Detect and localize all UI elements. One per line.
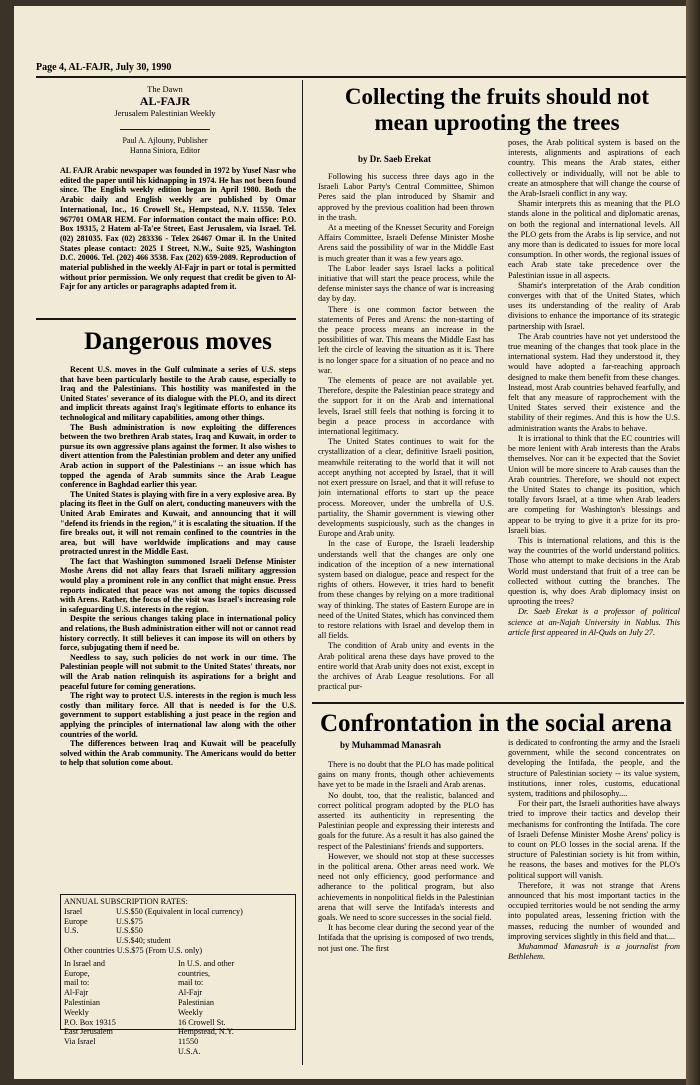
rate-price: U.S.$75 [116,916,143,926]
article1-paragraph: poses, the Arab political system is based on the interests, alignments and aspirations of each country. This means the Arab states, either collectively or individually, will not be able to create an atmosphere that will change the course of the Arab-Israeli conflict in any way. [508,138,680,199]
address-line: mail to: [178,978,204,988]
article1-paragraph: The Arab countries have not yet understood the true meaning of the changes that took place in the international system. Had they understood it, they would have adopted a far-reaching approach designed to make them benefit from these changes. Instead, most Arab countries behaved fearfully, and felt that any measure of rapprochement with the United States served their existence and the stability of their regimes. And this is how the U.S. administration wants the Arabs to behave. [508,331,680,433]
page-folio: Page 4, AL-FAJR, July 30, 1990 [36,62,172,73]
masthead-rule [120,129,210,130]
article2-author-note: Muhammad Manasrah is a journalist from Bethlehem. [508,942,680,962]
publisher-credit: Paul A. Ajlouny, Publisher [122,136,208,145]
article2-paragraph: No doubt, too, that the realistic, balanced and correct political program adopted by the PLO has asserted its authenticity in representing the Palestinian people and expressing their interests and goals for the future. As a result it has also gained the respect of the Palestinians' friends and supporters. [318,790,494,851]
editorial-paragraph: Recent U.S. moves in the Gulf culminate a series of U.S. steps that have been particularly hostile to the Arab cause, especially to Iraq and the Palestinians. This hostility was manifested in the United States' severance of its dialogue with the PLO, and its direct and implicit threats against Iraq's legitimate efforts to enhance its technological and military capabilities, among other things. [60,365,296,422]
article1-paragraph: Shamir interprets this as meaning that the PLO stands alone in the political and diplomatic arenas, on both the regional and international levels. All the PLO gets from the Arabs is lip service, and not any more than is dedicated to issues for more local consumption. In other words, the regional issues of each Arab state take precedence over the Palestinian issue in all aspects. [508,199,680,280]
article1-paragraph: It is irrational to think that the EC countries will be more lenient with Arab interests than the Arabs themselves. Nor can it be expected that the Soviet Union will be more sincere to Arab causes than the Arab countries. Therefore, we should not expect the United States to change its position, which totally favors Israel, at a time when Arab leaders are competing for Washington's blessings and appear to be trying to give it a prize for its pro-Israeli bias. [508,433,680,535]
article1-paragraph: In the case of Europe, the Israeli leadership understands well that the changes are only one indication of the inception of a new international system based on dialogue, peace and respect for the rights of others. However, it tries hard to benefit from these changes by relying on a more traditional way of thinking. The states of Eastern Europe are in need of the United States, which has convinced them to restore relations with Israel and develop them in all fields. [318,539,494,641]
editorial-paragraph: The differences between Iraq and Kuwait will be peacefully solved within the Arab community. The Americans would do better to help that solution come about. [60,739,296,768]
address-line: Al-Fajr Palestinian Weekly [64,988,100,1017]
article2-paragraph: For their part, the Israeli authorities have always tried to improve their tactics and develop their mechanisms for confronting the Intifada. The core of Israeli Defense Minister Moshe Arens' policy is to count on PLO losses in the social arena. If the structure of Palestinian society is hit from within, he reasons, the bases and motives for the PLO's political support will vanish. [508,799,680,880]
rate-region: Israel [64,906,83,916]
rate-region [64,936,116,946]
address-israel-europe [64,959,178,1057]
article1-paragraph: The elements of peace are not available yet. Therefore, despite the Palestinian peace strategy and the support for it on the Arab and international levels, Israel still feels that nothing is forcing it to begin a peace process in accordance with international legitimacy. [318,376,494,437]
article1-paragraph: Shamir's interpretation of the Arab condition converges with that of the United States, which uses its understanding of the reality of Arab divisions to enhance the importance of its strategic partnership with Israel. [508,280,680,331]
article1-byline: by Dr. Saeb Erekat [358,154,432,164]
masthead-line1: The Dawn [147,84,183,94]
article2-byline: by Muhammad Manasrah [340,740,442,750]
staff-credits [36,136,294,156]
article2-headline: Confrontation in the social arena [320,710,672,737]
rate-row [64,926,292,936]
article2-column2 [508,738,680,1065]
article1-column1 [318,172,494,692]
article1-paragraph: The condition of Arab unity and events in the Arab political arena these days have proved to the entire world that Arab unity does not exist, except in the archives of Arab League resolutions. For all practical pur- [318,641,494,692]
editor-credit: Hanna Siniora, Editor [130,146,200,155]
page-edge [686,0,700,1085]
editorial-paragraph: The right way to protect U.S. interests in the region is much less costly than military force. All that is needed is for the U.S. government to support establishing a just peace in the region and applying the principles of international law along with the other countries of the world. [60,691,296,739]
article2-column1 [318,760,494,1065]
address-line: P.O. Box 19315 [64,1017,116,1027]
column-divider [302,80,303,1065]
about-paragraph: AL FAJR Arabic newspaper was founded in 1972 by Yusef Nasr who edited the paper until his kidnapping in 1974. He has not been found since. The English weekly edition began in April 1980. Both the Arabic daily and English weekly are published by Omar International, Inc., 16 Crowell St., Hempstead, N.Y. 11550. Telex 967701 OMAR HEM. For information contact the main office: P.O. Box 19315, 2 Hatem al-Ta'ee Street, East Jerusalem, via Israel. Tel. (02) 281035. Fax (02) 283336 - Telex 26467 Omar il. In the United States please contact: 2025 I Street, N.W., Suite 925, Washington D.C. 20006. Tel. (202) 466 3538. Fax (202) 659-2089. Reproduction of material published in the weekly Al-Fajr in part or total is permitted without prior permission. We only request that credit be given to Al-Fajr for any articles or paragraphs adapted from it. [60,166,296,292]
address-line: Via Israel [64,1037,96,1047]
article1-column2 [508,138,680,698]
rate-price: U.S.$50 [116,926,143,936]
article1-headline: Collecting the fruits should not mean uprooting the trees [344,84,650,135]
rate-region: Europe [64,916,88,926]
rate-row [64,917,292,927]
rate-price: U.S.$40; student [116,936,171,946]
address-line: Hempstead, N.Y. 11550 [178,1027,234,1047]
editorial-paragraph: The Bush administration is now exploiting the differences between the two brethren Arab states, Iraq and Kuwait, in order to pursue its own aggressive plans against the former. It also wishes to divert attention from the Palestinian problem and deter any unified Arab action in support of the Palestinians -- an issue which has topped the agenda of Arab summits since the Arab League conference in Baghdad earlier this year. [60,422,296,490]
editorial-paragraph: The United States is playing with fire in a very explosive area. By placing its fleet in the Gulf on alert, conducting maneuvers with the United Arab Emirates and Kuwait, and announcing that it will "defend its friends in the region," it is escalating the situation. If the fire breaks out, it will not remain confined to the countries in the area, but will have worldwide implications and may cause protracted unrest in the Middle East. [60,489,296,557]
rate-row [64,907,292,917]
rate-region: U.S. [64,926,79,936]
article2-paragraph: Therefore, it was not strange that Arens announced that his most important tactics in the occupied territories would be not sending the army into populated areas, lessening friction with the masses, reducing the number of wounded and improving services slightly in this field and that.... [508,880,680,941]
masthead-title: AL-FAJR [139,94,191,108]
masthead-subtitle: Jerusalem Palestinian Weekly [114,108,216,118]
editorial-paragraph: Needless to say, such policies do not work in our time. The Palestinian people will not submit to the United States' threats, nor will the Arab nation relinquish its aspirations for a bright and peaceful future for coming generations. [60,652,296,691]
editorial-paragraph: Despite the serious changes taking place in international policy and relations, the Bush administration either will not or cannot read history correctly. It still believes it can impose its will on others by force, subjugating them if need be. [60,614,296,653]
rate-row [64,936,292,946]
rate-price: U.S.$50 (Equivalent in local currency) [116,906,243,916]
address-line: U.S.A. [178,1046,201,1056]
article1-paragraph: This is international relations, and this is the way the countries of the world understand politics. Those who attempt to make decisions in the Arab World must understand that fruit of a tree can be collected without cutting the branches. The question is, why does Arab diplomacy insist on uprooting the trees? [508,535,680,607]
subscription-box [60,894,296,1056]
article-separator [312,702,684,704]
article1-paragraph: Following his success three days ago in the Israeli Labor Party's Central Committee, Shimon Peres said the plan introduced by Shamir and approved by the previous coalition had been thrown in the trash. [318,172,494,222]
address-line: 16 Crowell St. [178,1017,226,1027]
subscription-title: ANNUAL SUBSCRIPTION RATES: [64,897,188,906]
article2-paragraph: is dedicated to confronting the army and the Israeli government, while the second concentrates on developing the Intifada, the people, and the structure of Palestinian society -- its value system, institutions, inner roles, customs, educational system, traditions and philosophy.... [508,738,680,799]
address-line: mail to: [64,978,90,988]
editorial-body [60,365,296,768]
article1-author-note: Dr. Saeb Erekat is a professor of political science at an-Najah University in Nablus. This article first appeared in Al-Quds on July 27. [508,607,680,637]
article2-paragraph: It has become clear during the second year of the Intifada that the uprising is composed of two trends, not just one. The first [318,923,494,953]
address-line: East Jerusalem [64,1027,113,1037]
address-line: Al-Fajr Palestinian Weekly [178,988,214,1017]
editorial-paragraph: The fact that Washington summoned Israeli Defense Minister Moshe Arens did not allay fears that Israeli military aggression would play a prominent role in any conflict that might ensue. Press reports indicated that peace was not among the topics discussed with Arens. Rather, the focus of the visit was Israel's increasing role in safeguarding U.S. interests in the region. [60,556,296,614]
top-rule [36,76,686,78]
other-countries-rate: Other countries U.S.$75 (From U.S. only) [64,945,203,955]
address-line: In U.S. and other countries, [178,958,235,978]
address-us-other [178,959,292,1057]
article2-paragraph: However, we should not stop at these successes in the political arena. Other areas need work. We need not only efficiency, good performance and adherance to the political program, but also achievements in nonpolitical fields in the Palestinian arena that will serve the Intifada's interests and goals. We need to score successes in the social field. [318,851,494,923]
editorial-headline: Dangerous moves [84,328,272,355]
article2-paragraph: There is no doubt that the PLO has made political gains on many fronts, though other achievements have yet to be made in the Israeli and Arab arenas. [318,760,494,790]
article1-paragraph: There is one common factor between the statements of Peres and Arens: the non-starting of the peace process means an increase in the possibilities of war. This means the Middle East has left the circle of leaving the situation as it is. There is no longer space for a situation of no peace and no war. [318,304,494,375]
article1-paragraph: The United States continues to wait for the crystallization of a clear, definitive Israeli position, meanwhile reiterating to the world that it will not accept anything not accepted by Israel, that it will not exert pressure on Israel, and that it will refuse to join international efforts to start up the peace process. Moreover, under the umbrella of U.S. partiality, the Shamir government is viewing other developments suspiciously, such as the changes in Europe and Arab unity. [318,437,494,539]
masthead [36,84,294,118]
article1-paragraph: At a meeting of the Knesset Security and Foreign Affairs Committee, Israeli Defense Minister Moshe Arens said the possibility of war in the Middle East is much greater than it was a few years ago. [318,223,494,263]
article1-paragraph: The Labor leader says Israel lacks a political initiative that will start the peace process, while the defense minister says the chance of war is increasing day by day. [318,263,494,304]
address-line: In Israel and Europe, [64,958,105,978]
mailing-addresses [64,959,292,1057]
section-rule [36,318,296,320]
